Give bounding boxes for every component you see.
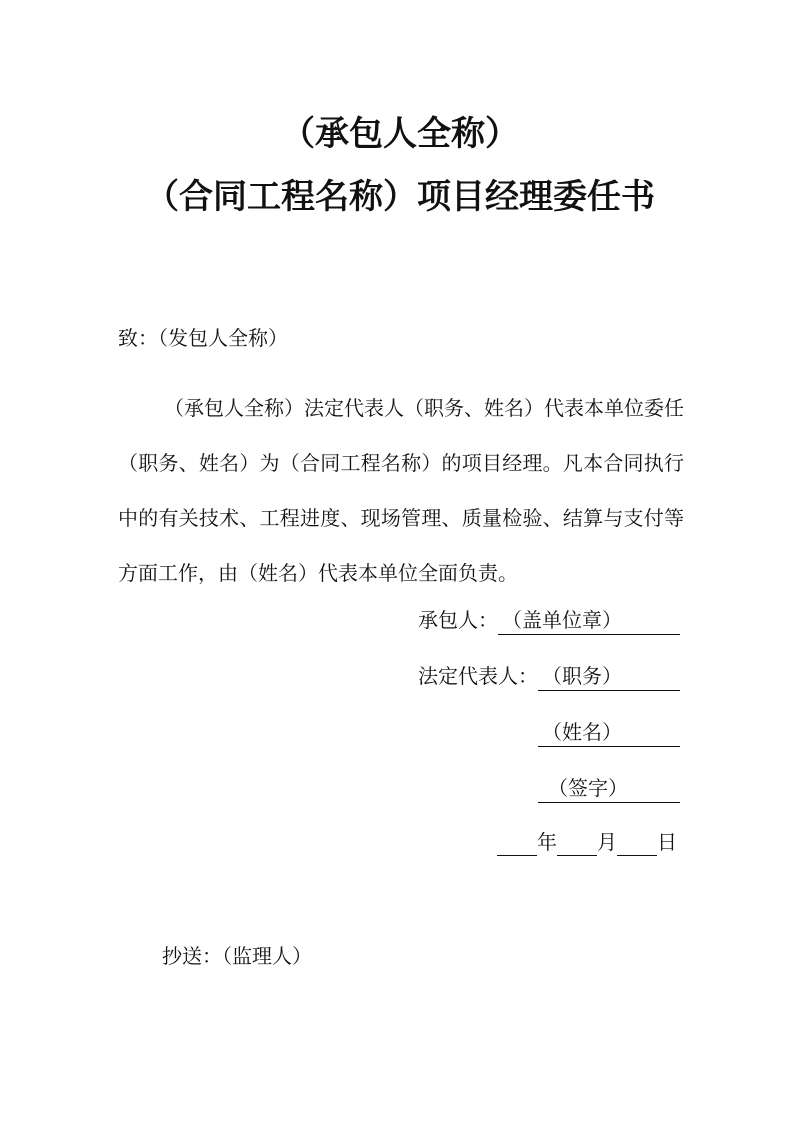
name-field[interactable] xyxy=(538,718,680,747)
position-placeholder: （职务） xyxy=(542,664,622,688)
year-blank[interactable] xyxy=(497,831,537,856)
signature-row xyxy=(538,774,680,804)
day-label: 日 xyxy=(657,830,677,854)
document-title-appointment: （合同工程名称）项目经理委任书 xyxy=(145,177,655,217)
contractor-label: 承包人： xyxy=(418,608,498,632)
paragraph-line: （职务、姓名）为（合同工程名称）的项目经理。凡本合同执行 xyxy=(118,451,684,475)
month-label: 月 xyxy=(597,830,617,854)
paragraph-line: （承包人全称）法定代表人（职务、姓名）代表本单位委任 xyxy=(164,396,684,420)
name-row xyxy=(538,718,680,748)
legal-representative-label: 法定代表人： xyxy=(418,664,538,688)
carbon-copy-line: 抄送：（监理人） xyxy=(162,944,312,968)
appointment-paragraph xyxy=(118,381,684,601)
legal-representative-row xyxy=(418,662,680,692)
contractor-seal-field[interactable] xyxy=(498,606,680,635)
paragraph-line: 中的有关技术、工程进度、现场管理、质量检验、结算与支付等 xyxy=(118,506,684,530)
month-blank[interactable] xyxy=(557,831,597,856)
signature-placeholder: （签字） xyxy=(548,776,628,800)
recipient-greeting: 致：（发包人全称） xyxy=(118,326,288,350)
name-placeholder: （姓名） xyxy=(542,720,622,744)
signature-field[interactable] xyxy=(538,774,680,803)
date-row xyxy=(497,828,677,856)
day-blank[interactable] xyxy=(617,831,657,856)
year-label: 年 xyxy=(537,830,557,854)
contractor-signature-row xyxy=(418,606,680,636)
document-title-contractor: （承包人全称） xyxy=(281,114,519,154)
paragraph-line: 方面工作，由（姓名）代表本单位全面负责。 xyxy=(118,561,518,585)
position-field[interactable] xyxy=(538,662,680,691)
contractor-seal-placeholder: （盖单位章） xyxy=(502,608,622,632)
